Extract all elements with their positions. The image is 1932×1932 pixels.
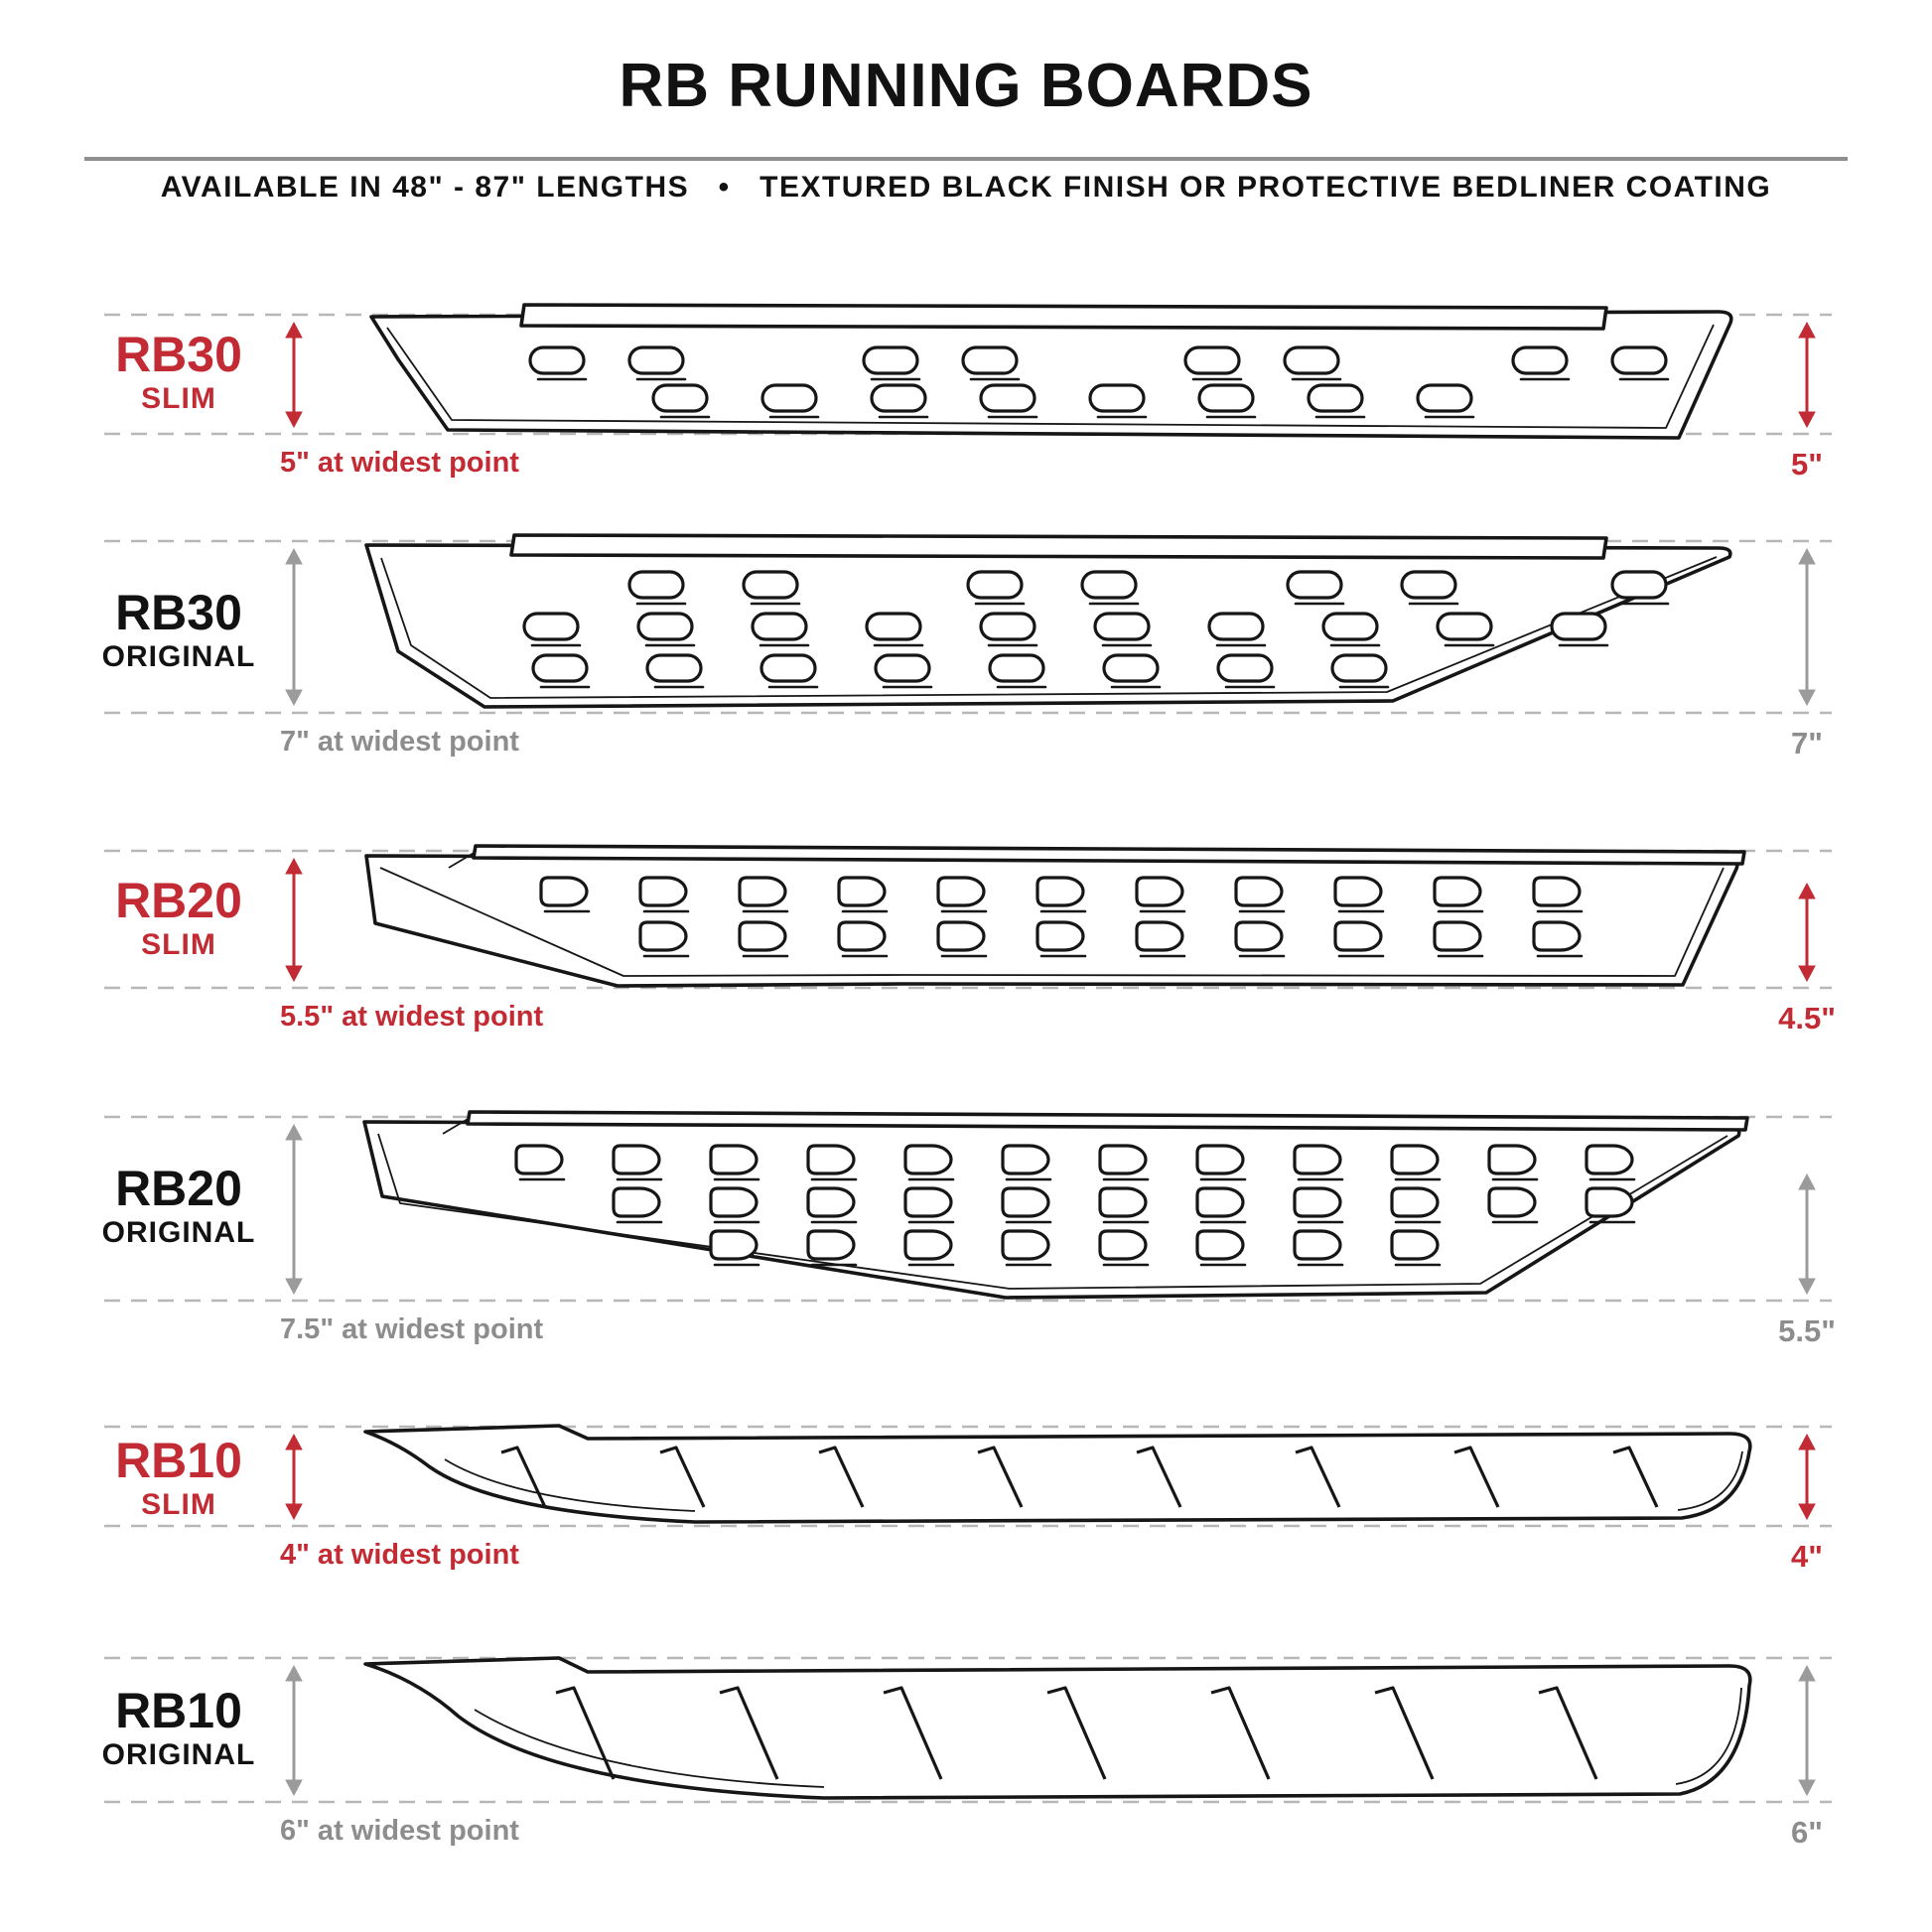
d-slot — [614, 1188, 659, 1216]
board-rb20-slim — [366, 846, 1744, 986]
d-slot — [905, 1188, 951, 1216]
oval-slot — [1082, 572, 1136, 598]
d-slot — [516, 1146, 562, 1173]
arrow-head-down — [286, 412, 302, 427]
arrow-head-down — [1799, 966, 1815, 981]
oval-slot — [1323, 614, 1377, 639]
arrow-head-up — [286, 549, 302, 564]
right-dimension-rb30-original: 7" — [1791, 726, 1823, 760]
model-name: RB30 — [115, 585, 242, 640]
oval-slot — [524, 614, 578, 639]
oval-slot — [761, 655, 815, 681]
oval-slot — [1209, 614, 1263, 639]
oval-slot — [1552, 614, 1605, 639]
oval-slot — [533, 655, 587, 681]
d-slot — [1037, 878, 1083, 905]
arrow-head-down — [286, 690, 302, 705]
oval-slot — [1309, 385, 1362, 411]
variant-name: SLIM — [141, 382, 216, 415]
d-slot — [1236, 922, 1282, 950]
variant-name: ORIGINAL — [101, 1216, 256, 1249]
d-slot — [541, 878, 587, 905]
dimension-arrow — [1799, 549, 1815, 705]
d-slot — [1392, 1188, 1438, 1216]
d-slot — [1392, 1231, 1438, 1259]
arrow-head-up — [286, 859, 302, 874]
oval-slot — [1090, 385, 1144, 411]
arrow-head-down — [286, 966, 302, 981]
d-slot — [1236, 878, 1282, 905]
d-slot — [1435, 922, 1480, 950]
dimension-arrow — [1799, 323, 1815, 427]
oval-slot — [1185, 347, 1239, 373]
label-rb20-original — [58, 1161, 300, 1249]
d-slot — [905, 1231, 951, 1259]
model-name: RB30 — [115, 327, 242, 382]
oval-slot — [530, 347, 584, 373]
oval-slot — [867, 614, 920, 639]
arrow-head-down — [1799, 1504, 1815, 1519]
d-slot — [1587, 1146, 1632, 1173]
label-rb10-slim — [58, 1433, 300, 1521]
d-slot — [1534, 878, 1580, 905]
label-rb10-original — [58, 1683, 300, 1771]
arrow-head-up — [1799, 884, 1815, 898]
widest-dimension-rb20-slim: 5.5" at widest point — [280, 1001, 544, 1033]
d-slot — [938, 878, 984, 905]
widest-dimension-rb20-original: 7.5" at widest point — [280, 1313, 544, 1345]
oval-slot — [1438, 614, 1491, 639]
d-slot — [1587, 1188, 1632, 1216]
d-slot — [1489, 1146, 1535, 1173]
oval-slot — [1612, 347, 1666, 373]
oval-slot — [753, 614, 806, 639]
oval-slot — [1513, 347, 1567, 373]
board-rb20-original — [364, 1112, 1747, 1298]
dimension-arrow — [1799, 884, 1815, 981]
oval-slot — [1418, 385, 1471, 411]
d-slot — [1295, 1231, 1340, 1259]
d-slot — [808, 1146, 854, 1173]
board-rb10-original — [365, 1658, 1750, 1798]
oval-slot — [981, 385, 1035, 411]
model-name: RB10 — [115, 1433, 242, 1488]
d-slot — [808, 1188, 854, 1216]
d-slot — [1489, 1188, 1535, 1216]
d-slot — [711, 1146, 757, 1173]
subtitle: AVAILABLE IN 48" - 87" LENGTHS • TEXTURED BLACK FINISH OR PROTECTIVE BEDLINER COATING — [160, 171, 1772, 204]
d-slot — [1100, 1231, 1146, 1259]
oval-slot — [1285, 347, 1338, 373]
variant-name: ORIGINAL — [101, 1738, 256, 1771]
right-dimension-rb20-original: 5.5" — [1778, 1313, 1836, 1348]
d-slot — [808, 1231, 854, 1259]
dimension-arrow — [1799, 1666, 1815, 1795]
arrow-head-down — [286, 1780, 302, 1795]
variant-name: SLIM — [141, 928, 216, 961]
arrow-head-down — [1799, 1780, 1815, 1795]
arrow-head-down — [1799, 1279, 1815, 1294]
oval-slot — [638, 614, 692, 639]
right-dimension-rb10-original: 6" — [1791, 1815, 1823, 1850]
d-slot — [711, 1231, 757, 1259]
arrow-head-down — [1799, 412, 1815, 427]
arrow-head-down — [286, 1279, 302, 1294]
label-rb20-slim — [58, 873, 300, 961]
oval-slot — [1288, 572, 1341, 598]
label-rb30-slim — [58, 327, 300, 415]
d-slot — [1100, 1146, 1146, 1173]
oval-slot — [647, 655, 701, 681]
d-slot — [1295, 1188, 1340, 1216]
arrow-head-up — [1799, 549, 1815, 564]
d-slot — [1534, 922, 1580, 950]
d-slot — [711, 1188, 757, 1216]
oval-slot — [653, 385, 707, 411]
oval-slot — [762, 385, 816, 411]
oval-slot — [1612, 572, 1666, 598]
dimension-arrow — [1799, 1174, 1815, 1294]
d-slot — [1037, 922, 1083, 950]
d-slot — [1392, 1146, 1438, 1173]
d-slot — [1295, 1146, 1340, 1173]
oval-slot — [1218, 655, 1272, 681]
variant-name: SLIM — [141, 1488, 216, 1521]
d-slot — [1197, 1231, 1243, 1259]
oval-slot — [744, 572, 797, 598]
widest-dimension-rb30-slim: 5" at widest point — [280, 447, 519, 479]
d-slot — [1137, 878, 1182, 905]
d-slot — [1003, 1146, 1048, 1173]
d-slot — [740, 878, 785, 905]
d-slot — [1335, 922, 1381, 950]
d-slot — [1003, 1231, 1048, 1259]
widest-dimension-rb10-original: 6" at widest point — [280, 1815, 519, 1847]
oval-slot — [1402, 572, 1455, 598]
widest-dimension-rb30-original: 7" at widest point — [280, 726, 519, 758]
oval-slot — [876, 655, 929, 681]
d-slot — [640, 922, 686, 950]
d-slot — [839, 878, 885, 905]
oval-slot — [864, 347, 917, 373]
oval-slot — [1199, 385, 1253, 411]
d-slot — [905, 1146, 951, 1173]
oval-slot — [990, 655, 1043, 681]
oval-slot — [629, 572, 683, 598]
d-slot — [740, 922, 785, 950]
d-slot — [1137, 922, 1182, 950]
oval-slot — [1095, 614, 1149, 639]
board-rb10-slim — [365, 1426, 1750, 1522]
widest-dimension-rb10-slim: 4" at widest point — [280, 1539, 519, 1571]
oval-slot — [872, 385, 925, 411]
arrow-head-up — [286, 1125, 302, 1140]
d-slot — [614, 1146, 659, 1173]
arrow-head-down — [1799, 690, 1815, 705]
d-slot — [640, 878, 686, 905]
d-slot — [1197, 1146, 1243, 1173]
model-name: RB10 — [115, 1683, 242, 1738]
d-slot — [1335, 878, 1381, 905]
oval-slot — [963, 347, 1017, 373]
oval-slot — [1104, 655, 1158, 681]
arrow-head-up — [1799, 323, 1815, 338]
arrow-head-up — [286, 1666, 302, 1681]
d-slot — [1100, 1188, 1146, 1216]
arrow-head-up — [1799, 1435, 1815, 1449]
dimension-arrow — [1799, 1435, 1815, 1519]
right-dimension-rb20-slim: 4.5" — [1778, 1001, 1836, 1035]
d-slot — [1435, 878, 1480, 905]
arrow-head-up — [1799, 1666, 1815, 1681]
right-dimension-rb30-slim: 5" — [1791, 447, 1823, 482]
d-slot — [1003, 1188, 1048, 1216]
model-name: RB20 — [115, 1161, 242, 1216]
oval-slot — [968, 572, 1022, 598]
d-slot — [938, 922, 984, 950]
oval-slot — [1332, 655, 1386, 681]
oval-slot — [981, 614, 1035, 639]
page-title: RB RUNNING BOARDS — [619, 52, 1313, 120]
d-slot — [839, 922, 885, 950]
oval-slot — [629, 347, 683, 373]
variant-name: ORIGINAL — [101, 640, 256, 673]
arrow-head-up — [1799, 1174, 1815, 1189]
right-dimension-rb10-slim: 4" — [1791, 1539, 1823, 1574]
label-rb30-original — [58, 585, 300, 673]
d-slot — [1197, 1188, 1243, 1216]
model-name: RB20 — [115, 873, 242, 928]
